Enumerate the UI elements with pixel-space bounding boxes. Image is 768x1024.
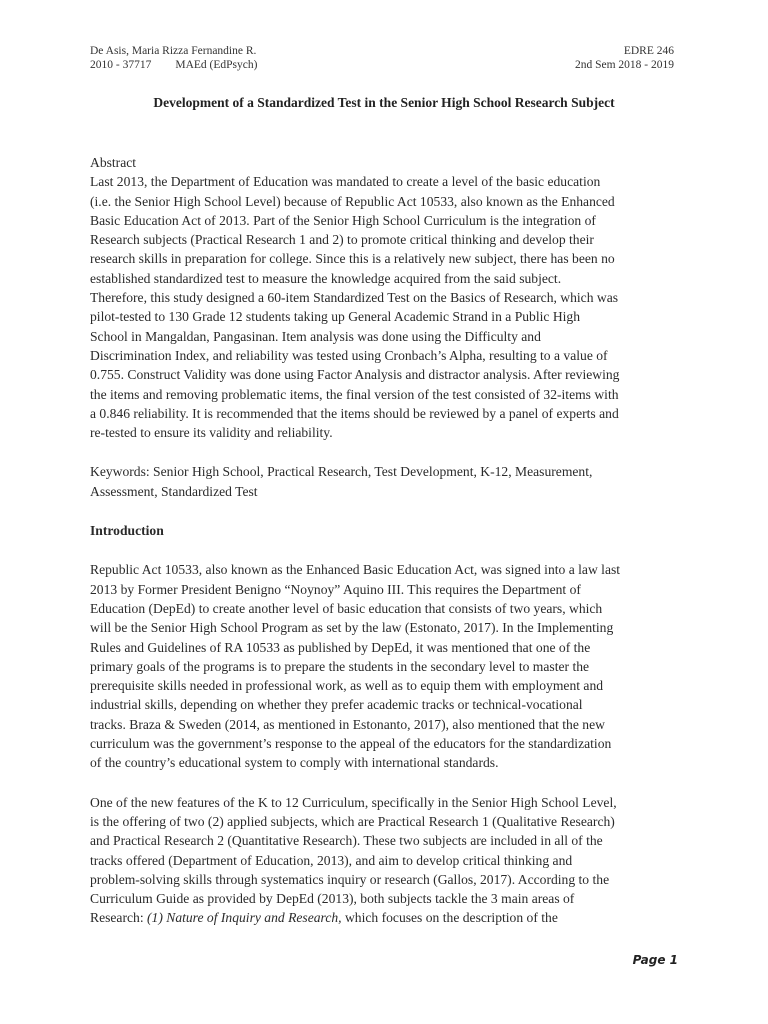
author-name: De Asis, Maria Rizza Fernandine R. — [90, 45, 257, 57]
intro-line: problem-solving skills through systematics inquiry or research (Gallos, 2017). According to the — [90, 871, 610, 887]
abstract-line: re-tested to ensure its validity and reliability. — [90, 425, 333, 441]
abstract-line: a 0.846 reliability. It is recommended that the items should be reviewed by a panel of experts and — [90, 405, 619, 421]
abstract-line: School in Mangaldan, Pangasinan. Item analysis was done using the Difficulty and — [90, 328, 541, 344]
abstract-line: pilot-tested to 130 Grade 12 students taking up General Academic Strand in a Public High — [90, 309, 581, 325]
intro-line: is the offering of two (2) applied subjects, which are Practical Research 1 (Qualitative Research) — [90, 813, 615, 829]
intro-line: Republic Act 10533, also known as the Enhanced Basic Education Act, was signed into a law last — [90, 562, 621, 578]
abstract-line: Therefore, this study designed a 60-item Standardized Test on the Basics of Research, which was — [90, 290, 619, 306]
abstract-line: Last 2013, the Department of Education was mandated to create a level of the basic education — [90, 174, 601, 190]
paper-title: Development of a Standardized Test in the Senior High School Research Subject — [153, 95, 615, 110]
abstract-line: Discrimination Index, and reliability was tested using Cronbach’s Alpha, resulting to a value of — [90, 347, 608, 363]
intro-line-prefix: Research: — [90, 910, 147, 926]
abstract-line: 0.755. Construct Validity was done using Factor Analysis and distractor analysis. After reviewing — [90, 367, 620, 383]
introduction-heading: Introduction — [90, 523, 164, 539]
page-number: Page 1 — [632, 953, 678, 967]
abstract-line: Basic Education Act of 2013. Part of the Senior High School Curriculum is the integration of — [90, 212, 596, 228]
intro-line: One of the new features of the K to 12 Curriculum, specifically in the Senior High School Level, — [90, 794, 617, 810]
intro-line: Rules and Guidelines of RA 10533 as published by DepEd, it was mentioned that one of the — [90, 639, 591, 655]
abstract-line: Research subjects (Practical Research 1 and 2) to promote critical thinking and develop their — [90, 232, 594, 248]
student-info — [90, 58, 257, 72]
intro-line-last — [90, 908, 678, 927]
program-name: MAEd (EdPsych) — [175, 59, 258, 71]
header-left — [90, 44, 257, 72]
intro-line: curriculum was the government’s response to the appeal of the educators for the standardization — [90, 736, 612, 752]
intro-line: Education (DepEd) to create another level of basic education that consists of two years, which — [90, 600, 603, 616]
course-code: EDRE 246 — [623, 45, 674, 57]
intro-line: and Practical Research 2 (Quantitative Research). These two subjects are included in all of the — [90, 833, 603, 849]
student-number: 2010 - 37717 — [90, 59, 152, 71]
intro-line: Curriculum Guide as provided by DepEd (2013), both subjects tackle the 3 main areas of — [90, 891, 575, 907]
abstract-text — [90, 172, 678, 442]
intro-line: tracks offered (Department of Education, 2013), and aim to develop critical thinking and — [90, 852, 573, 868]
document-body — [90, 153, 678, 928]
keywords-line: Assessment, Standardized Test — [90, 483, 258, 499]
keywords-line: Keywords: Senior High School, Practical Research, Test Development, K-12, Measurement, — [90, 464, 593, 480]
intro-line: will be the Senior High School Program as set by the law (Estonato, 2017). In the Implementing — [90, 620, 614, 636]
abstract-line: established standardized test to measure the knowledge acquired from the said subject. — [90, 270, 562, 286]
intro-line: industrial skills, depending on whether they prefer academic tracks or technical-vocational — [90, 697, 583, 713]
intro-line: 2013 by Former President Benigno “Noynoy” Aquino III. This requires the Department of — [90, 581, 581, 597]
abstract-line: research skills in preparation for college. Since this is a relatively new subject, there has been no — [90, 251, 615, 267]
abstract-line: (i.e. the Senior High School Level) because of Republic Act 10533, also known as the Enhanced — [90, 193, 615, 209]
intro-line-suffix: which focuses on the description of the — [341, 910, 558, 926]
header-right — [575, 44, 674, 72]
intro-paragraph-2 — [90, 793, 678, 928]
keywords — [90, 462, 678, 501]
intro-line: prerequisite skills needed in professional work, as well as to equip them with employment and — [90, 678, 604, 694]
semester: 2nd Sem 2018 - 2019 — [574, 59, 674, 71]
italic-phrase: (1) Nature of Inquiry and Research, — [147, 910, 342, 926]
intro-line: of the country’s educational system to comply with international standards. — [90, 755, 499, 771]
intro-paragraph-1 — [90, 560, 678, 772]
abstract-line: the items and removing problematic items, the final version of the test consisted of 32-items with — [90, 386, 619, 402]
intro-line: tracks. Braza & Sweden (2014, as mentioned in Estonanto, 2017), also mentioned that the new — [90, 716, 605, 732]
abstract-heading: Abstract — [90, 155, 137, 170]
intro-line: primary goals of the programs is to prepare the students in the secondary level to master the — [90, 658, 590, 674]
